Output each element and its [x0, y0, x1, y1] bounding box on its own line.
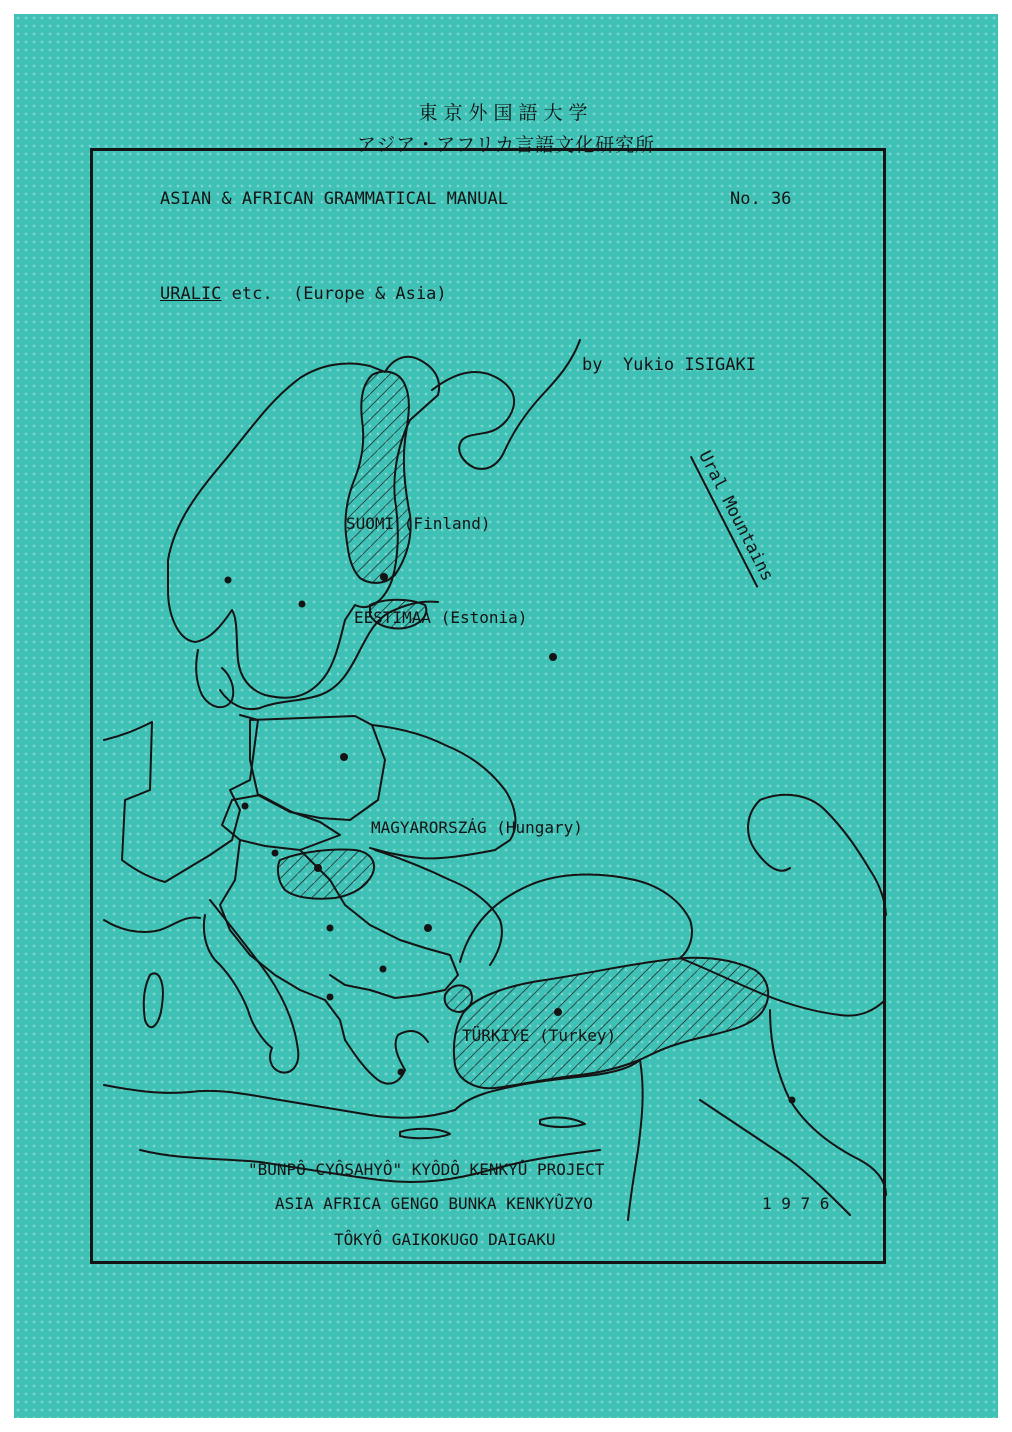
label-hungary: MAGYARORSZÁG (Hungary) — [371, 818, 583, 837]
series-title: ASIAN & AFRICAN GRAMMATICAL MANUAL — [160, 189, 508, 209]
label-estonia: EESTIMAA (Estonia) — [354, 608, 528, 627]
label-finland: SUOMI (Finland) — [346, 514, 491, 533]
institute-name-jp: アジア・アフリカ言語文化研究所 — [356, 134, 656, 156]
footer-university: TÔKYÔ GAIKOKUGO DAIGAKU — [334, 1230, 556, 1249]
label-turkey: TÜRKIYE (Turkey) — [462, 1026, 617, 1045]
title-main: URALIC — [160, 284, 222, 304]
cover-title — [160, 284, 447, 304]
series-number: No. 36 — [730, 189, 792, 209]
ural-mountains-label: Ural Mountains — [690, 446, 778, 588]
footer-institute: ASIA AFRICA GENGO BUNKA KENKYÛZYO — [275, 1194, 593, 1213]
university-name-jp: 東京外国語大学 — [418, 102, 594, 124]
footer-year: 1 9 7 6 — [762, 1194, 830, 1213]
cover-frame — [90, 148, 886, 1264]
footer-project: "BUNPÔ CYÔSAHYÔ" KYÔDÔ KENKYÛ PROJECT — [248, 1160, 605, 1179]
title-rest: etc. (Europe & Asia) — [221, 284, 447, 304]
author-line: by Yukio ISIGAKI — [582, 355, 756, 375]
